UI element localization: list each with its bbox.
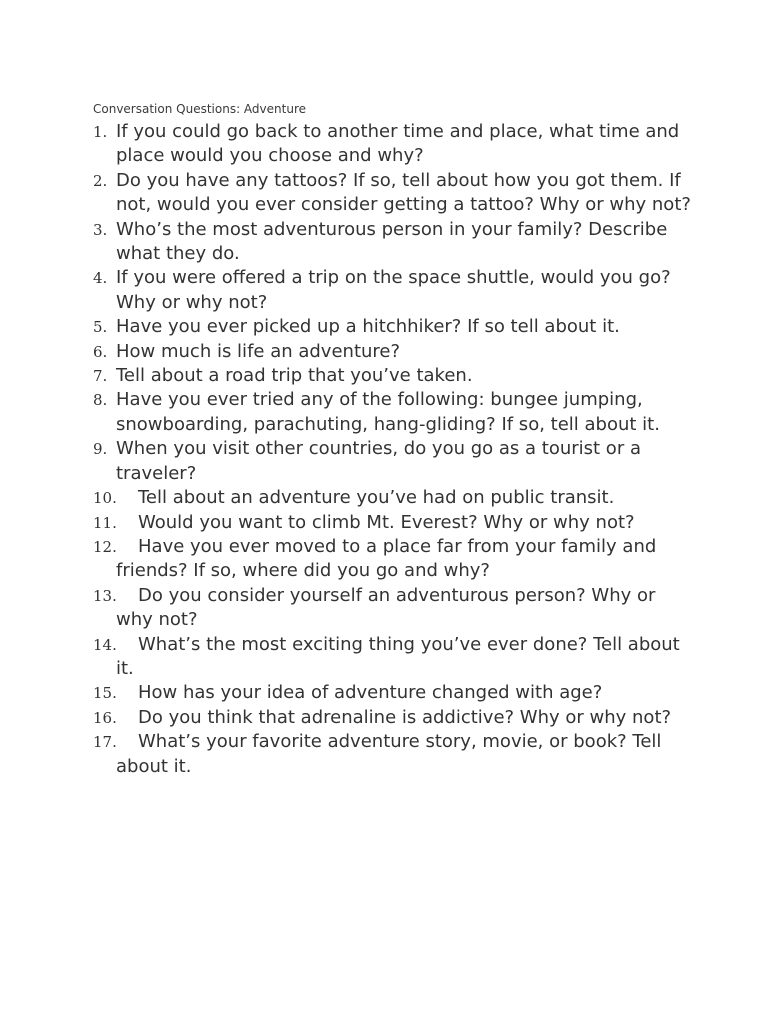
- question-number: 15.: [93, 684, 117, 703]
- question-text: If you were offered a trip on the space shuttle, would you go? Why or why not?: [116, 267, 671, 313]
- question-text: Tell about a road trip that you’ve taken.: [116, 365, 473, 387]
- question-text: How much is life an adventure?: [116, 340, 401, 362]
- list-item: [93, 706, 693, 730]
- question-text: Do you think that adrenaline is addictive? Why or why not?: [138, 706, 672, 728]
- question-number: 2.: [93, 171, 108, 190]
- document-title: Conversation Questions: Adventure: [93, 102, 306, 116]
- question-text: How has your idea of adventure changed with age?: [138, 682, 603, 704]
- list-item: [93, 535, 693, 584]
- question-text: Do you have any tattoos? If so, tell about how you got them. If not, would you ever consider getting a tattoo? Why or why not?: [116, 169, 691, 216]
- question-text: What’s your favorite adventure story, movie, or book? Tell about it.: [116, 731, 662, 777]
- list-item: [93, 681, 693, 705]
- question-number: 14.: [93, 635, 117, 654]
- list-item: [93, 633, 693, 682]
- question-number: 12.: [93, 537, 117, 556]
- list-item: [93, 315, 693, 339]
- list-item: [93, 120, 693, 169]
- question-number: 13.: [93, 586, 117, 605]
- list-item: [93, 364, 693, 388]
- question-number: 3.: [93, 220, 108, 239]
- list-item: [93, 730, 693, 779]
- list-item: [93, 169, 693, 218]
- question-text: Have you ever moved to a place far from your family and friends? If so, where did you go and why?: [116, 535, 657, 582]
- question-text: What’s the most exciting thing you’ve ever done? Tell about it.: [116, 633, 680, 679]
- list-item: [93, 340, 693, 364]
- question-number: 17.: [93, 733, 117, 752]
- list-item: [93, 266, 693, 315]
- question-number: 9.: [93, 440, 108, 459]
- list-item: [93, 437, 693, 486]
- list-item: [93, 511, 693, 535]
- question-text: Have you ever tried any of the following: bungee jumping, snowboarding, parachuting, hang-gliding? If so, tell about it.: [116, 389, 660, 435]
- question-number: 10.: [93, 489, 117, 508]
- question-list: [93, 120, 693, 779]
- list-item: [93, 584, 693, 633]
- question-number: 7.: [93, 367, 108, 386]
- question-text: When you visit other countries, do you go as a tourist or a traveler?: [116, 438, 641, 484]
- question-text: Have you ever picked up a hitchhiker? If so tell about it.: [116, 316, 620, 338]
- question-number: 5.: [93, 318, 108, 337]
- question-text: Do you consider yourself an adventurous person? Why or why not?: [116, 584, 656, 631]
- question-number: 1.: [93, 123, 108, 141]
- question-text: If you could go back to another time and place, what time and place would you choose and why?: [116, 121, 680, 167]
- question-number: 4.: [93, 269, 108, 288]
- list-item: [93, 218, 693, 267]
- question-text: Who’s the most adventurous person in your family? Describe what they do.: [116, 218, 668, 265]
- question-number: 6.: [93, 342, 108, 361]
- question-number: 8.: [93, 391, 108, 410]
- question-number: 16.: [93, 708, 117, 727]
- list-item: [93, 486, 693, 510]
- question-number: 11.: [93, 513, 117, 532]
- question-text: Would you want to climb Mt. Everest? Why or why not?: [138, 511, 635, 533]
- list-item: [93, 388, 693, 437]
- question-text: Tell about an adventure you’ve had on public transit.: [138, 487, 615, 509]
